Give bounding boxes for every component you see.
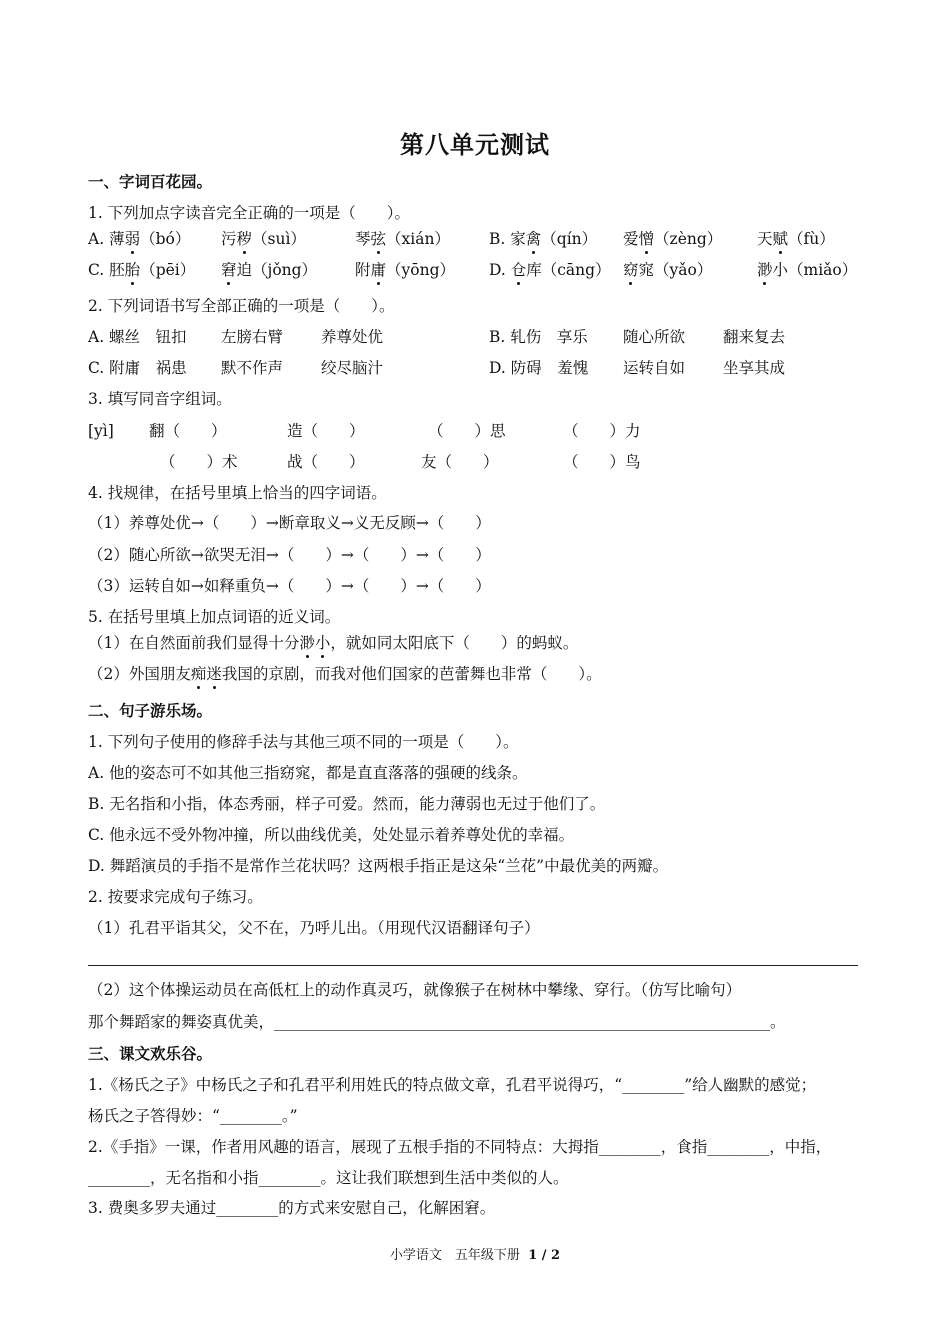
q2-option-c3: 绞尽脑汁 [321, 359, 384, 377]
q4-stem: 4. 找规律，在括号里填上恰当的四字词语。 [88, 484, 387, 502]
q1-stem: 1. 下列加点字读音完全正确的一项是（ ）。 [88, 204, 410, 222]
s2-q1-option-c: C. 他永远不受外物冲撞，所以曲线优美，处处显示着养尊处优的幸福。 [88, 826, 575, 844]
q2-option-b3: 翻来复去 [723, 328, 786, 346]
q3-blank: （ ）鸟 [563, 453, 641, 471]
q2-option-d1: D. 防碍 羞愧 [489, 359, 589, 377]
q3-blank: 友（ ） [421, 453, 499, 471]
q2-option-c2: 默不作声 [221, 359, 284, 377]
section-2-heading: 二、句子游乐场。 [88, 701, 213, 720]
q3-blank: （ ）力 [563, 422, 641, 440]
q1-option-c1: C. 胚胎（pēi） [88, 261, 196, 279]
q1-option-d2: 窈窕（yǎo） [623, 261, 713, 279]
q4-item: （3）运转自如→如释重负→（ ）→（ ）→（ ） [88, 577, 491, 595]
q5-item-2: （2）外国朋友痴迷我国的京剧，而我对他们国家的芭蕾舞也非常（ ）。 [88, 665, 602, 683]
s2-q1-option-d: D. 舞蹈演员的手指不是常作兰花状吗？这两根手指正是这朵“兰花”中最优美的两瓣。 [88, 857, 669, 875]
q2-option-a2: 左膀右臂 [221, 328, 284, 346]
q1-option-b1: B. 家禽（qín） [489, 230, 598, 248]
q2-option-a3: 养尊处优 [321, 328, 384, 346]
section-1-heading: 一、字词百花园。 [88, 172, 213, 191]
page-number: 1 / 2 [528, 1248, 561, 1263]
q2-option-b2: 随心所欲 [623, 328, 686, 346]
q2-option-b1: B. 轧伤 享乐 [489, 328, 588, 346]
s3-q1-line-1: 1.《杨氏之子》中杨氏之子和孔君平利用姓氏的特点做文章，孔君平说得巧，“________”给人幽默的感觉； [88, 1076, 817, 1094]
q1-option-a3: 琴弦（xián） [355, 230, 450, 248]
q2-option-d2: 运转自如 [623, 359, 686, 377]
section-3-heading: 三、课文欢乐谷。 [88, 1044, 213, 1063]
s3-q3: 3. 费奥多罗夫通过________的方式来安慰自己，化解困窘。 [88, 1199, 496, 1217]
q1-option-c3: 附庸（yōng） [355, 261, 456, 279]
q3-blank: （ ）思 [428, 422, 506, 440]
page-footer [0, 1244, 950, 1263]
s3-q2-line-1: 2.《手指》一课，作者用风趣的语言，展现了五根手指的不同特点：大拇指________，食指________，中指， [88, 1138, 832, 1156]
q1-option-b3: 天赋（fù） [757, 230, 835, 248]
q3-pinyin: [yì] [88, 422, 114, 440]
q5-item-1: （1）在自然面前我们显得十分渺小，就如同太阳底下（ ）的蚂蚁。 [88, 634, 579, 652]
page-title: 第八单元测试 [400, 130, 550, 159]
q1-option-a1: A. 薄弱（bó） [88, 230, 191, 248]
q2-option-a1: A. 螺丝 钮扣 [88, 328, 187, 346]
s2-q2-stem: 2. 按要求完成句子练习。 [88, 888, 263, 906]
q1-option-b2: 爱憎（zèng） [623, 230, 723, 248]
s2-q2-item-2: （2）这个体操运动员在高低杠上的动作真灵巧，就像猴子在树林中攀缘、穿行。（仿写比喻句） [88, 981, 742, 999]
q3-blank: 翻（ ） [149, 422, 227, 440]
q3-blank: （ ）术 [160, 453, 238, 471]
q1-option-d3: 渺小（miǎo） [757, 261, 858, 279]
s2-q2-item-2-answer: 那个舞蹈家的舞姿真优美，________________________________________________________________。 [88, 1013, 786, 1031]
answer-line [88, 965, 858, 966]
q1-option-a2: 污秽（suì） [221, 230, 306, 248]
s2-q1-option-b: B. 无名指和小指，体态秀丽，样子可爱。然而，能力薄弱也无过于他们了。 [88, 795, 606, 813]
q2-option-c1: C. 附庸 祸患 [88, 359, 187, 377]
q1-option-c2: 窘迫（jǒng） [221, 261, 318, 279]
q4-item: （2）随心所欲→欲哭无泪→（ ）→（ ）→（ ） [88, 546, 491, 564]
s3-q2-line-2: ________，无名指和小指________。这让我们联想到生活中类似的人。 [88, 1169, 569, 1187]
q4-item: （1）养尊处优→（ ）→断章取义→义无反顾→（ ） [88, 514, 491, 532]
s2-q1-stem: 1. 下列句子使用的修辞手法与其他三项不同的一项是（ ）。 [88, 733, 519, 751]
q2-option-d3: 坐享其成 [723, 359, 786, 377]
q2-stem: 2. 下列词语书写全部正确的一项是（ ）。 [88, 297, 395, 315]
q3-blank: 造（ ） [287, 422, 365, 440]
s3-q1-line-2: 杨氏之子答得妙：“________。” [88, 1107, 298, 1125]
q3-blank: 战（ ） [287, 453, 365, 471]
q3-stem: 3. 填写同音字组词。 [88, 390, 232, 408]
q1-option-d1: D. 仓库（cāng） [489, 261, 611, 279]
s2-q2-item-1: （1）孔君平诣其父，父不在，乃呼儿出。（用现代汉语翻译句子） [88, 919, 540, 937]
s2-q1-option-a: A. 他的姿态可不如其他三指窈窕，都是直直落落的强硬的线条。 [88, 764, 528, 782]
footer-text: 小学语文 五年级下册 [389, 1248, 520, 1263]
q5-stem: 5. 在括号里填上加点词语的近义词。 [88, 608, 341, 626]
